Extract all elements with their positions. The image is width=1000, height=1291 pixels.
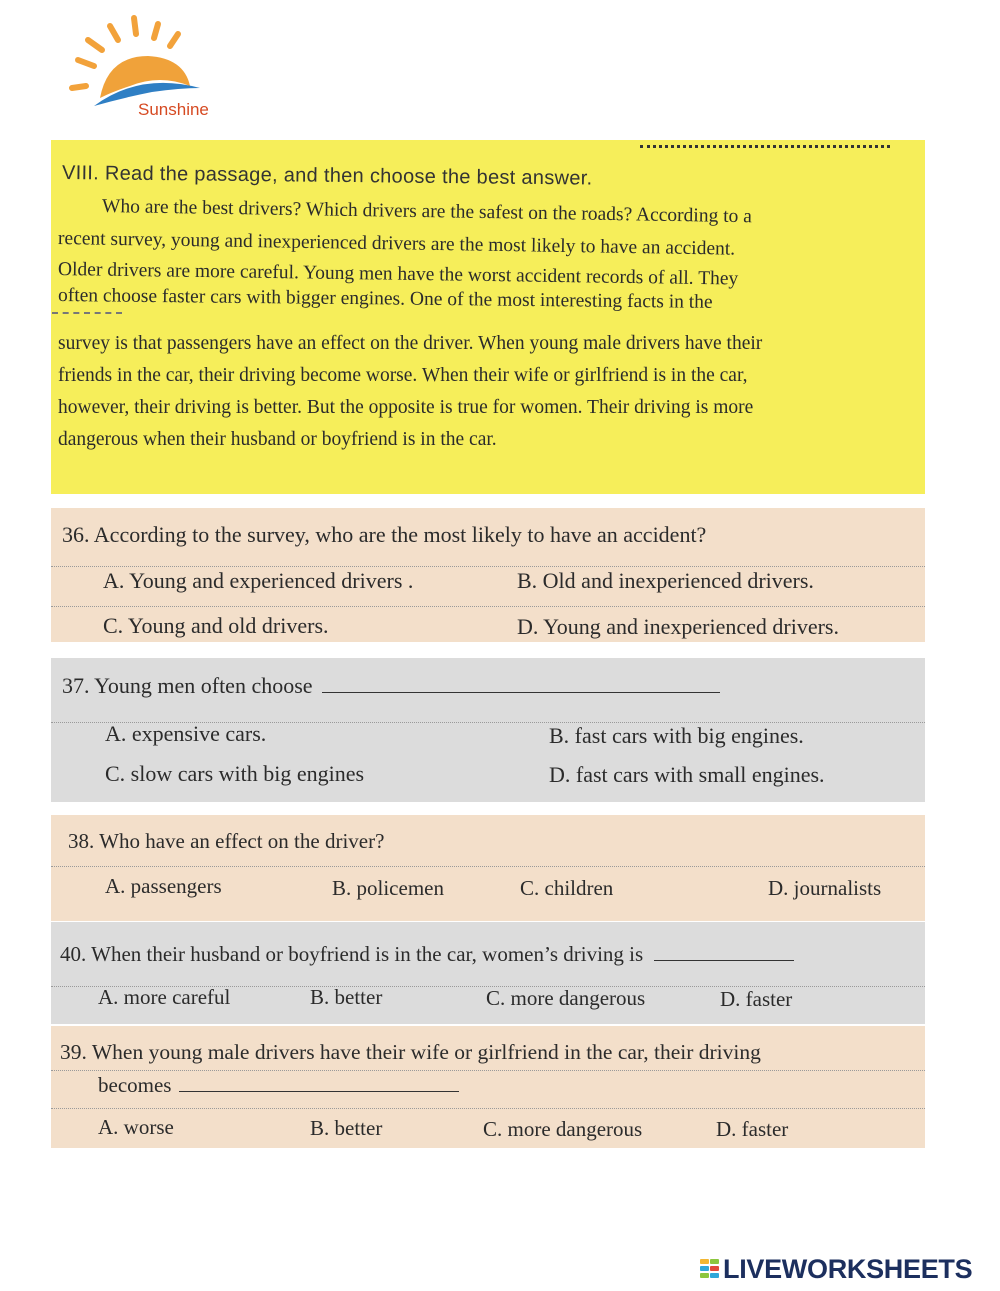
option-38-d[interactable]: D. journalists: [768, 876, 882, 900]
answer-blank-37[interactable]: [322, 692, 720, 693]
option-39-c[interactable]: C. more dangerous: [483, 1117, 643, 1141]
question-39-label: becomes: [98, 1073, 172, 1097]
liveworksheets-icon: [700, 1258, 720, 1280]
question-36-text: 36. According to the survey, who are the most likely to have an accident?: [62, 522, 707, 547]
option-37-c[interactable]: C. slow cars with big engines: [105, 761, 365, 786]
liveworksheets-text: LIVEWORKSHEETS: [723, 1254, 973, 1284]
option-39-a[interactable]: A. worse: [98, 1115, 174, 1139]
passage-line: Older drivers are more careful. Young men have the worst accident records of all. They: [57, 259, 739, 290]
option-40-a[interactable]: A. more careful: [98, 985, 231, 1009]
passage-line: dangerous when their husband or boyfriend is in the car.: [58, 429, 497, 450]
passage-line: survey is that passengers have an effect on the driver. When young male drivers have their: [58, 333, 763, 354]
option-37-d[interactable]: D. fast cars with small engines.: [549, 762, 825, 787]
question-40-label: 40. When their husband or boyfriend is in the car, women’s driving is: [60, 942, 644, 966]
option-38-a[interactable]: A. passengers: [105, 874, 222, 898]
passage-line: often choose faster cars with bigger engines. One of the most interesting facts in the: [57, 285, 713, 313]
question-37-label: 37. Young men often choose: [62, 673, 313, 698]
option-39-b[interactable]: B. better: [310, 1116, 383, 1140]
option-40-b[interactable]: B. better: [310, 985, 383, 1009]
divider: [51, 566, 925, 567]
passage-line: recent survey, young and inexperienced drivers are the most likely to have an accident.: [57, 228, 736, 260]
passage-title: VIII. Read the passage, and then choose the best answer.: [61, 162, 593, 190]
option-36-a[interactable]: A. Young and experienced drivers .: [103, 568, 414, 593]
divider: [51, 866, 925, 867]
question-37-text: [62, 673, 720, 699]
option-36-d[interactable]: D. Young and inexperienced drivers.: [517, 614, 839, 639]
question-39-text-line2: [98, 1073, 459, 1098]
option-36-b[interactable]: B. Old and inexperienced drivers.: [517, 568, 814, 593]
option-38-c[interactable]: C. children: [520, 876, 614, 900]
question-40-text: [60, 942, 794, 967]
divider: [640, 145, 890, 148]
divider: [52, 312, 122, 314]
divider: [51, 1108, 925, 1109]
question-39-text: 39. When young male drivers have their wife or girlfriend in the car, their driving: [60, 1040, 761, 1064]
answer-blank-40[interactable]: [654, 960, 794, 961]
option-37-b[interactable]: B. fast cars with big engines.: [549, 723, 804, 748]
divider: [51, 1070, 925, 1071]
option-40-d[interactable]: D. faster: [720, 987, 793, 1011]
question-38-text: 38. Who have an effect on the driver?: [68, 829, 385, 853]
option-40-c[interactable]: C. more dangerous: [486, 986, 646, 1010]
answer-blank-39[interactable]: [179, 1091, 459, 1092]
option-38-b[interactable]: B. policemen: [332, 876, 444, 900]
option-37-a[interactable]: A. expensive cars.: [105, 721, 267, 746]
divider: [51, 606, 925, 607]
passage-line: Who are the best drivers? Which drivers are the safest on the roads? According to a: [101, 196, 753, 228]
passage-line: however, their driving is better. But the opposite is true for women. Their driving is more: [58, 397, 754, 418]
passage-line: friends in the car, their driving become worse. When their wife or girlfriend is in the car,: [58, 365, 748, 386]
option-39-d[interactable]: D. faster: [716, 1117, 789, 1141]
option-36-c[interactable]: C. Young and old drivers.: [103, 613, 329, 638]
logo-text: Sunshine: [138, 100, 209, 119]
liveworksheets-logo: [700, 1254, 972, 1285]
